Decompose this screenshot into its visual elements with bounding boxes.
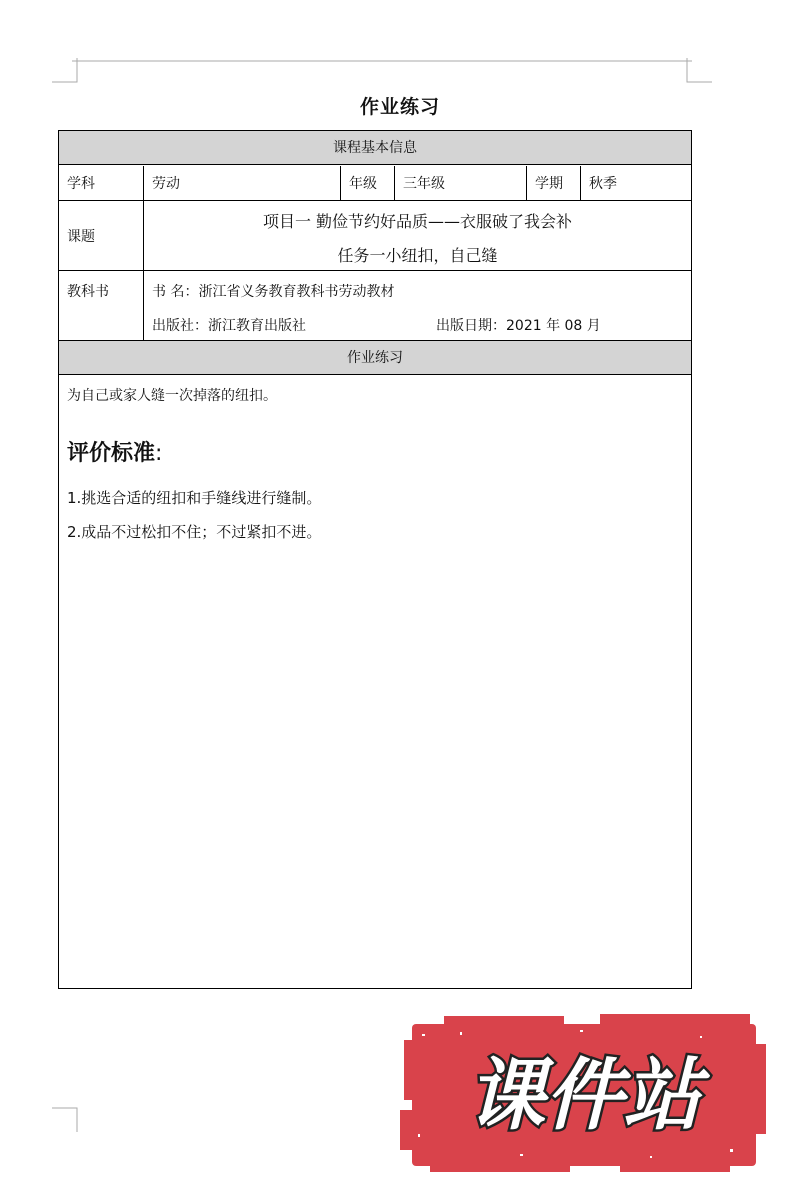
topic-line-1: 项目一 勤俭节约好品质——衣服破了我会补 xyxy=(262,212,573,231)
homework-header: 作业练习 xyxy=(59,341,691,375)
publication-date: 出版日期：2021 年 08 月 xyxy=(436,318,601,334)
textbook-value xyxy=(143,271,691,340)
crop-mark-bottom-left xyxy=(52,1108,77,1132)
grade-value: 三年级 xyxy=(394,166,526,200)
term-value: 秋季 xyxy=(580,166,691,200)
topic-line-2: 任务一小纽扣，自己缝 xyxy=(337,246,498,265)
evaluation-title-text: 评价标准 xyxy=(67,441,156,466)
textbook-row xyxy=(59,271,691,341)
topic-row xyxy=(59,201,691,271)
textbook-label: 教科书 xyxy=(67,284,109,300)
book-name: 书 名：浙江省义务教育教科书劳动教材 xyxy=(152,284,395,300)
info-row xyxy=(59,166,691,201)
publisher: 出版社：浙江教育出版社 xyxy=(152,318,306,334)
grade-label: 年级 xyxy=(340,166,394,200)
subject-label: 学科 xyxy=(67,176,95,192)
subject-value: 劳动 xyxy=(143,166,340,200)
crop-mark-top-right xyxy=(687,58,712,82)
evaluation-item-1: 1.挑选合适的纽扣和手缝线进行缝制。 xyxy=(67,489,322,507)
homework-table xyxy=(58,130,692,989)
evaluation-title xyxy=(67,436,162,467)
document-title: 作业练习 xyxy=(359,96,440,118)
watermark-text: 课件站 xyxy=(466,1051,702,1141)
basic-info-header: 课程基本信息 xyxy=(59,131,691,165)
topic-value xyxy=(143,201,691,270)
evaluation-item-2: 2.成品不过松扣不住；不过紧扣不进。 xyxy=(67,523,322,541)
topic-label: 课题 xyxy=(67,228,95,245)
term-label: 学期 xyxy=(526,166,580,200)
kejianzhan-watermark-stamp xyxy=(400,1014,768,1174)
crop-mark-top-left xyxy=(52,58,77,82)
homework-task: 为自己或家人缝一次掉落的纽扣。 xyxy=(67,388,277,404)
evaluation-title-colon: : xyxy=(155,441,163,466)
homework-body xyxy=(59,376,691,988)
